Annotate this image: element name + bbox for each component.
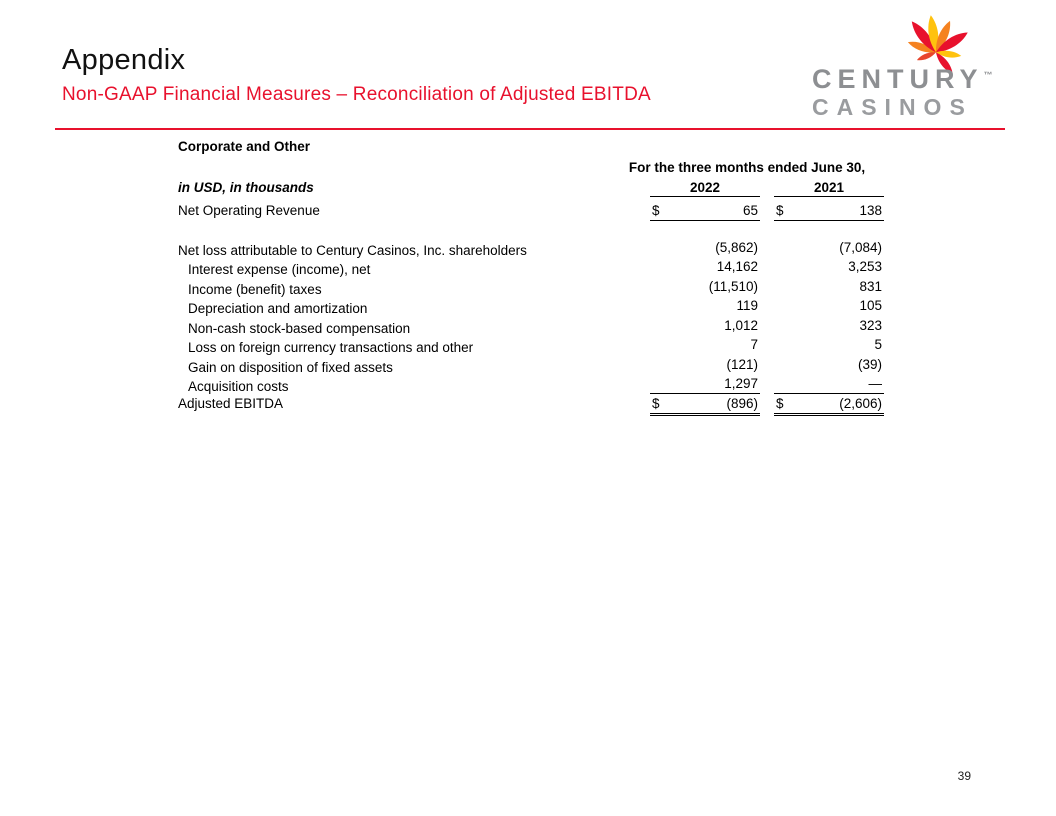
period-header: For the three months ended June 30, bbox=[628, 160, 866, 175]
row-value: (11,510) bbox=[708, 278, 758, 294]
currency-symbol: $ bbox=[776, 203, 784, 218]
table-row bbox=[178, 298, 898, 318]
slide-subtitle: Non-GAAP Financial Measures – Reconciliation of Adjusted EBITDA bbox=[62, 84, 651, 105]
value-group-2021 bbox=[774, 259, 884, 276]
value-group-2022 bbox=[650, 357, 760, 374]
table-row bbox=[178, 318, 898, 338]
value-group-2022 bbox=[650, 376, 760, 394]
value-group-2022 bbox=[650, 279, 760, 296]
slide-title: Appendix bbox=[62, 44, 186, 76]
table-row bbox=[178, 279, 898, 299]
row-label: Net loss attributable to Century Casinos, Inc. shareholders bbox=[178, 242, 527, 258]
row-value: (121) bbox=[726, 356, 758, 372]
row-value: 3,253 bbox=[848, 259, 882, 274]
logo-wordmark bbox=[812, 66, 1004, 119]
value-group-2021 bbox=[774, 376, 884, 394]
row-value: 1,297 bbox=[724, 376, 758, 391]
currency-symbol: $ bbox=[652, 203, 660, 218]
row-label: Adjusted EBITDA bbox=[178, 395, 284, 411]
row-value: (39) bbox=[857, 356, 882, 372]
row-value: 105 bbox=[859, 298, 882, 313]
row-value: 323 bbox=[859, 317, 882, 333]
value-group-2021 bbox=[774, 298, 884, 315]
column-header-row bbox=[178, 180, 898, 199]
row-label: Depreciation and amortization bbox=[188, 301, 368, 316]
value-group-2021 bbox=[774, 203, 884, 221]
value-group-2022 bbox=[650, 298, 760, 315]
row-value: 5 bbox=[874, 337, 882, 352]
row-value: 65 bbox=[742, 203, 758, 218]
row-label: Loss on foreign currency transactions and other bbox=[188, 340, 474, 355]
year-header-2022: 2022 bbox=[650, 180, 760, 197]
row-value: (7,084) bbox=[839, 239, 882, 255]
currency-symbol: $ bbox=[776, 395, 784, 411]
row-value: (2,606) bbox=[839, 395, 882, 411]
logo-wordmark-casinos: CASINOS bbox=[812, 94, 973, 120]
value-group-2021 bbox=[774, 279, 884, 296]
logo-trademark: ™ bbox=[983, 70, 993, 80]
table-row bbox=[178, 337, 898, 357]
row-value: 14,162 bbox=[716, 259, 758, 274]
row-value: 138 bbox=[859, 203, 882, 218]
row-value: 831 bbox=[859, 278, 882, 294]
value-group-2021 bbox=[774, 318, 884, 335]
reconciliation-table bbox=[178, 139, 898, 415]
table-row bbox=[178, 259, 898, 279]
row-value: 1,012 bbox=[724, 317, 758, 333]
value-group-2022 bbox=[650, 240, 760, 257]
value-group-2021 bbox=[774, 337, 884, 354]
century-casinos-logo bbox=[812, 4, 1004, 120]
value-group-2022 bbox=[650, 337, 760, 354]
year-header-2021: 2021 bbox=[774, 180, 884, 197]
page-number: 39 bbox=[957, 769, 971, 783]
table-row bbox=[178, 203, 898, 223]
value-group-2021 bbox=[774, 240, 884, 257]
row-label: Income (benefit) taxes bbox=[188, 281, 322, 297]
value-group-2022 bbox=[650, 203, 760, 221]
table-row bbox=[178, 357, 898, 377]
row-label: Net Operating Revenue bbox=[178, 203, 320, 218]
unit-label: in USD, in thousands bbox=[178, 180, 314, 195]
value-group-2021 bbox=[774, 357, 884, 374]
row-value: 119 bbox=[736, 298, 758, 313]
table-body bbox=[178, 203, 898, 415]
table-row bbox=[178, 376, 898, 396]
value-group-2021 bbox=[774, 396, 884, 416]
table-row bbox=[178, 240, 898, 260]
value-group-2022 bbox=[650, 259, 760, 276]
header-divider bbox=[55, 128, 1005, 130]
period-header-spacer bbox=[178, 160, 630, 180]
currency-symbol: $ bbox=[652, 395, 660, 411]
period-header-row bbox=[178, 160, 898, 180]
row-value: — bbox=[868, 376, 882, 391]
value-group-2022 bbox=[650, 318, 760, 335]
row-value: (5,862) bbox=[715, 239, 758, 255]
logo-text-century: CENTURY bbox=[812, 64, 984, 94]
table-row bbox=[178, 396, 898, 416]
row-label: Gain on disposition of fixed assets bbox=[188, 359, 393, 375]
value-group-2022 bbox=[650, 396, 760, 416]
slide-header bbox=[62, 44, 651, 106]
row-value: 7 bbox=[750, 337, 758, 352]
row-value: (896) bbox=[726, 395, 758, 411]
row-label: Acquisition costs bbox=[188, 379, 289, 394]
row-label: Non-cash stock-based compensation bbox=[188, 320, 411, 336]
table-section-title: Corporate and Other bbox=[178, 139, 311, 154]
row-label: Interest expense (income), net bbox=[188, 262, 371, 277]
table-spacer-row bbox=[178, 223, 898, 240]
logo-wordmark-century bbox=[812, 66, 1004, 93]
